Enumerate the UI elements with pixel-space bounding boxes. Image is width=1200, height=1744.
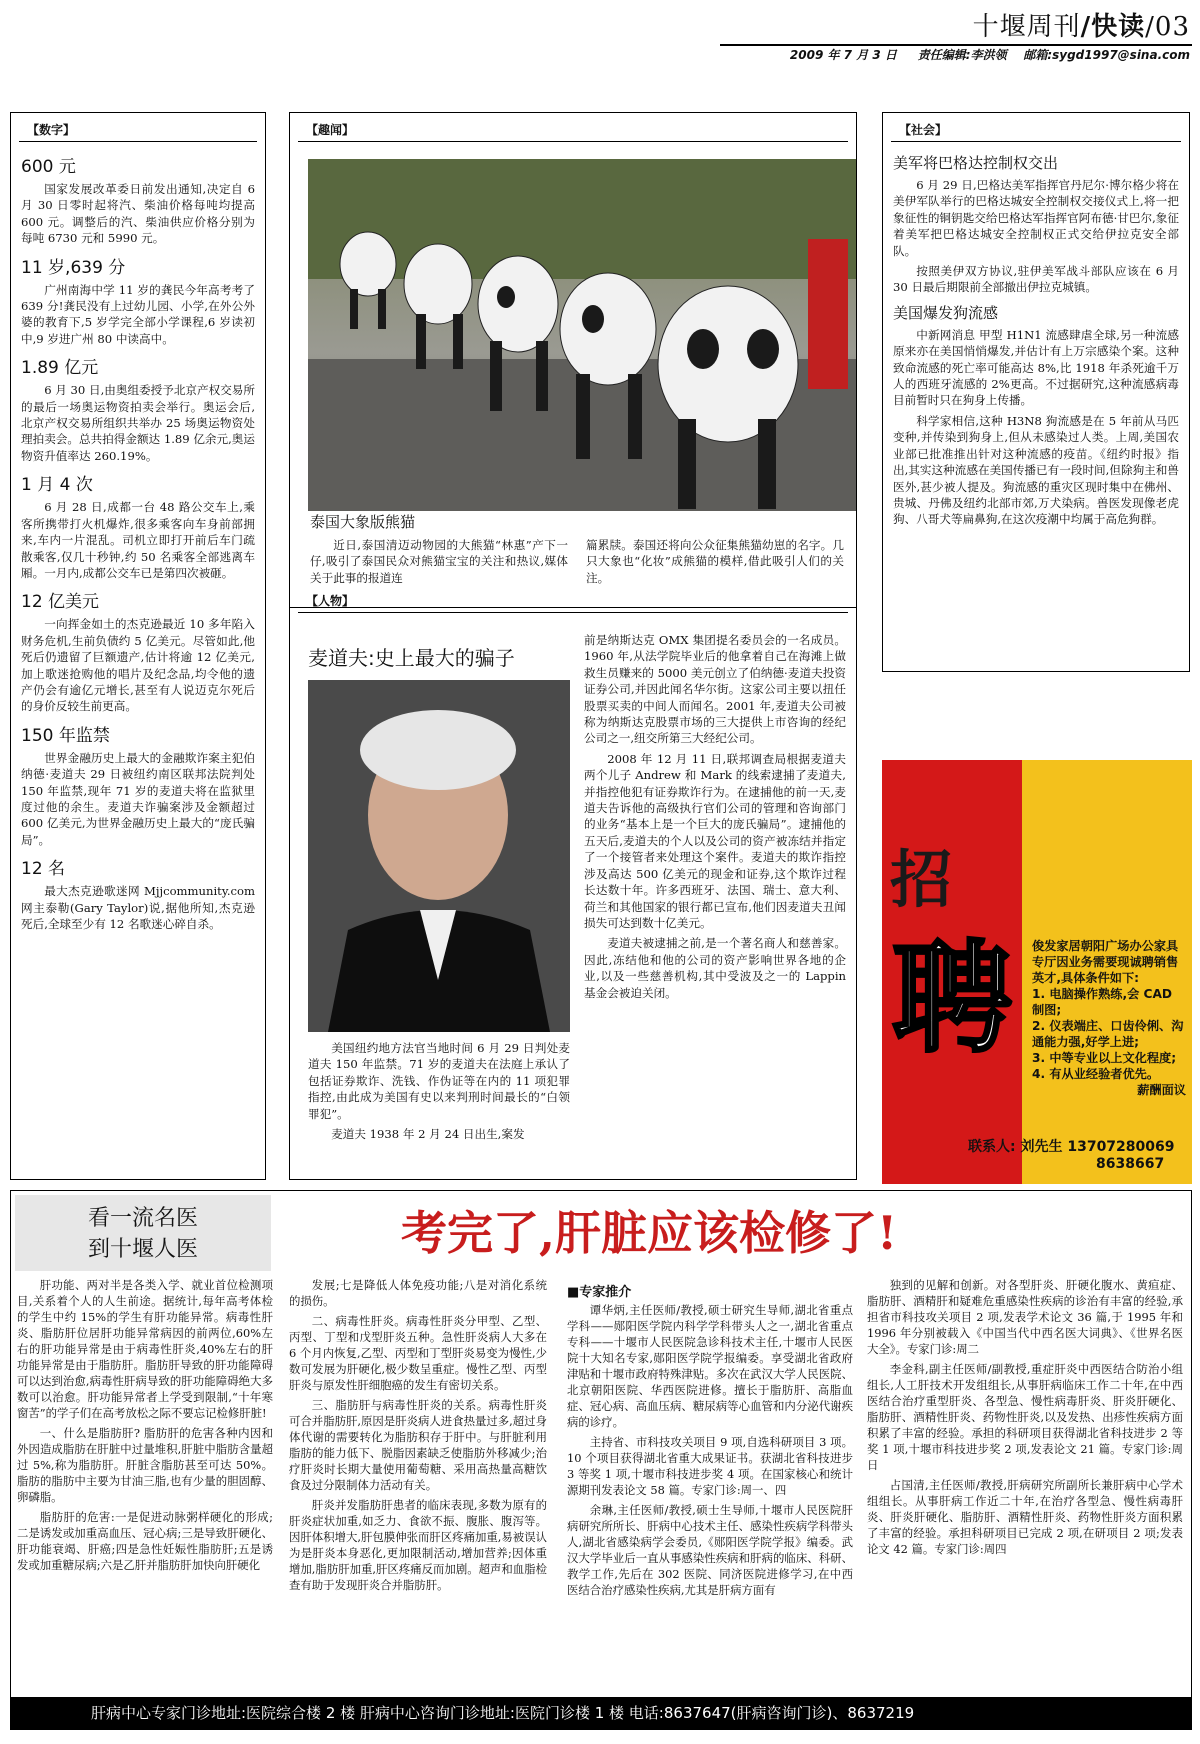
experts-heading: ■专家推介 (567, 1285, 632, 1300)
number-item-title: 12 名 (21, 859, 66, 880)
number-item-title: 150 年监禁 (21, 725, 110, 746)
editor-credit: 责任编辑:李洪领 (917, 48, 1007, 62)
health-paragraph: 发展;七是降低人体免疫功能;八是对消化系统的损伤。 (289, 1278, 547, 1308)
health-paragraph: 二、病毒性肝炎。病毒性肝炎分甲型、乙型、丙型、丁型和戊型肝炎五种。急性肝炎病人大多在 6 个月内恢复,乙型、丙型和丁型肝炎易变为慢性,少数可发展为肝硬化,极少数呈重症。慢性乙型、丙型肝炎与原发性肝细胞癌的发生有密切关系。 (289, 1314, 547, 1392)
society-item-title: 美军将巴格达控制权交出 (893, 154, 1059, 172)
number-item-text: 广州南海中学 11 岁的龚民今年高考考了 639 分!龚民没有上过幼儿园、小学,在外公外婆的教育下,5 岁学完全部小学课程,6 岁读初中,9 岁进广州 80 中读高中。 (21, 282, 255, 346)
number-item-text: 最大杰克逊歌迷网 Mjjcommunity.com 网主泰勒(Gary Taylor)说,据他所知,杰克逊死后,全球至少有 12 名歌迷心碎自杀。 (21, 884, 255, 931)
health-paragraph: 一、什么是脂肪肝? 脂肪肝的危害各种内因和外因造成脂肪在肝脏中过量堆积,肝脏中脂肪含量超过 5%,称为脂肪肝。肝脏含脂肪甚至可达 50%。脂肪的脂肪中主要为甘油三脂,也有少量的胆固醇、卵磷脂。 (17, 1426, 273, 1504)
ad-requirement: 4. 有从业经验者优先。 (1032, 1067, 1160, 1081)
header-meta (790, 46, 1190, 63)
elephants-photo (308, 159, 856, 511)
ad-big-char-2: 聘 (892, 930, 1012, 1069)
numbers-column (10, 112, 266, 1180)
health-paragraph: 余琳,主任医师/教授,硕士生导师,十堰市人民医院肝病研究所所长、肝病中心技术主任、感染性疾病学科带头人,湖北省感染病学会委员,《郧阳医学院学报》编委。武汉大学毕业后一直从事感染性疾病和肝病的临床、科研、教学工作,先后在 302 医院、同济医院进修学习,在中西医结合治疗感染性疾病,尤其是肝病方面有 (567, 1503, 853, 1597)
issue-date: 2009 年 7 月 3 日 (789, 48, 897, 62)
fun-news-section (289, 112, 857, 608)
hospital-slogan (15, 1195, 271, 1271)
health-paragraph: 肝炎并发脂肪肝患者的临床表现,多数为原有的肝炎症状加重,如乏力、食欲不振、腹胀、腹泻等。因肝体积增大,肝包膜伸张而肝区疼痛加重,易被误认为是肝炎本身恶化,更加限制活动,增加营养;因体重增加,脂肪肝加重,肝区疼痛反而加剧。超声和血脂检查有助于发现肝炎合并脂肪肝。 (289, 1498, 547, 1592)
health-headline: 考完了,肝脏应该检修了! (401, 1206, 898, 1260)
numbers-list (11, 142, 265, 940)
society-item-text: 6 月 29 日,巴格达美军指挥官丹尼尔·博尔格少将在美伊军队举行的巴格达城安全控制权交接仪式上,将一把象征性的铜钥匙交给巴格达军指挥官阿布德·甘巴尔,象征着美军把巴格达城安全控制权正式交给伊拉克安全部队。 (893, 178, 1179, 258)
ad-salary: 薪酬面议 (1137, 1083, 1186, 1097)
ad-body (1032, 938, 1186, 1098)
ad-items (1032, 986, 1186, 1082)
madoff-bio-paragraph: 前是纳斯达克 OMX 集团提名委员会的一名成员。1960 年,从法学院毕业后的他拿着自己在海滩上做救生员赚来的 5000 美元创立了伯纳德·麦道夫投资证券公司,并因此闻名华尔街。这家公司主要以扭任股票买卖的中间人而闻名。2001 年,麦道夫公司被称为纳斯达克股票市场的三大提供上市咨询的经纪公司之一,纽交所第三大经纪公司。 (584, 633, 846, 746)
number-item-text: 国家发展改革委日前发出通知,决定自 6 月 30 日零时起将汽、柴油价格每吨均提高 600 元。调整后的汽、柴油供应价格分别为每吨 6730 元和 5990 元。 (21, 182, 255, 246)
health-section (10, 1190, 1192, 1730)
paper-name: 十堰周刊 (972, 12, 1081, 42)
health-paragraph: 独到的见解和创新。对各型肝炎、肝硬化腹水、黄疸症、脂肪肝、酒精肝和疑难危重感染性疾病的诊治有丰富的经验,承担省市科技攻关项目 2 项,发表学术论文 36 篇,于 1995 年和 1996 年分别被载入《中国当代中西名医大词典》、《世界名医大全》。专家门诊:周二 (867, 1278, 1183, 1356)
clinic-address-banner: 肝病中心专家门诊地址:医院综合楼 2 楼 肝病中心咨询门诊地址:医院门诊楼 1 楼 电话:8637647(肝病咨询门诊)、8637219 (11, 1697, 1191, 1729)
society-item-text: 按照美伊双方协议,驻伊美军战斗部队应该在 6 月 30 日最后期限前全部撤出伊拉克城镇。 (893, 264, 1179, 295)
section-name: 快读 (1091, 12, 1146, 42)
health-paragraph: 李金科,副主任医师/副教授,重症肝炎中西医结合防治小组组长,人工肝技术开发组组长,从事肝病临床工作二十年,在中西医结合治疗重型肝炎、各型急、慢性病毒肝炎、肝炎肝硬化、脂肪肝、酒精性肝炎、药物性肝炎,以及发热、出疹性疾病方面积累了丰富的经验。承担的科研项目获得湖北省科技进步 2 等奖 1 项,十堰市科技进步奖 2 项,发表论文 21 篇。专家门诊:周日 (867, 1362, 1183, 1472)
ad-big-char-1: 招 (890, 843, 953, 916)
number-item-title: 1 月 4 次 (21, 475, 93, 496)
people-col-left (308, 1040, 570, 1146)
masthead: 十堰周刊/快读/03 (972, 12, 1190, 42)
madoff-illustration (308, 680, 570, 1032)
health-col-1 (17, 1277, 273, 1577)
society-list (883, 142, 1189, 536)
society-item-title: 美国爆发狗流感 (893, 303, 999, 322)
ad-requirement: 3. 中等专业以上文化程度; (1032, 1051, 1177, 1065)
experts-list-1 (567, 1302, 853, 1598)
page-number: /03 (1145, 12, 1190, 42)
people-section (289, 580, 857, 1180)
ad-requirement: 1. 电脑操作熟练,会 CAD 制图; (1032, 987, 1173, 1017)
madoff-bio-start: 麦道夫 1938 年 2 月 24 日出生,案发 (331, 1127, 525, 1142)
madoff-photo (308, 680, 570, 1032)
slogan-line-1: 看一流名医 (87, 1206, 198, 1231)
people-tag: 【人物】 (298, 590, 848, 613)
ad-intro: 俊发家居朝阳广场办公家具专厅因业务需要现诚聘销售英才,具体条件如下: (1032, 939, 1179, 985)
ad-requirement: 2. 仪表端庄、口齿伶俐、沟通能力强,好学上进; (1032, 1019, 1184, 1049)
number-item-text: 一向挥金如土的杰克逊最近 10 多年陷入财务危机,生前负债约 5 亿美元。尽管如此,他死后仍遗留了巨额遗产,估计将逾 12 亿美元,加上歌迷抢购他的唱片及纪念品,均令他的遗产仍会有逾亿元增长,甚至有人说迈克尔死后的身价反较生前更高。 (21, 617, 255, 714)
health-paragraph: 肝功能、两对半是各类入学、就业首位检测项目,关系着个人的人生前途。据统计,每年高考体检的学生中约 15%的学生有肝功能异常。病毒性肝炎、脂肪肝位居肝功能异常病因的前两位,60%左右的肝功能异常是由于病毒性肝炎,40%左右的肝功能异常是由于脂肪肝。脂肪肝导致的肝功能障碍可以达到治愈,病毒性肝病导致的肝功能障碍绝大多数可以治愈。肝功能异常者上学受到限制,“十年寒窗苦”的学子们在高考放松之际不要忘记检修肝脏! (17, 1278, 273, 1420)
madoff-bio-paragraph: 麦道夫被逮捕之前,是一个著名商人和慈善家。因此,冻结他和他的公司的资产影响世界各地的企业,以及一些慈善机构,其中受波及之一的 Lappin 基金会被迫关闭。 (584, 936, 846, 1000)
ad-phone-2: 8638667 (1096, 1156, 1165, 1172)
people-col-right (584, 632, 846, 1005)
people-headline: 麦道夫:史上最大的骗子 (308, 646, 515, 670)
health-paragraph: 脂肪肝的危害:一是促进动脉粥样硬化的形成;二是诱发或加重高血压、冠心病;三是导致肝硬化、肝功能衰竭、肝癌;四是急性妊娠性脂肪肝;五是诱发或加重糖尿病;六是乙肝并脂肪肝加快向肝硬化 (17, 1510, 273, 1572)
health-paragraph: 主持省、市科技攻关项目 9 项,自选科研项目 3 项。10 个项目获得湖北省重大成果证书。获湖北省科技进步 3 等奖 1 项,十堰市科技进步奖 4 项。在国家核心和统计源期刊发表论文 58 篇。专家门诊:周一、四 (567, 1435, 853, 1497)
fun-news-text-left: 近日,泰国清迈动物园的大熊猫“林惠”产下一仔,吸引了泰国民众对熊猫宝宝的关注和热议,媒体关于此事的报道连 (310, 538, 568, 585)
number-item-title: 12 亿美元 (21, 592, 100, 613)
fun-news-tag: 【趣闻】 (298, 119, 848, 142)
society-section (882, 112, 1190, 672)
elephants-caption: 泰国大象版熊猫 (310, 513, 416, 531)
editor-email: 邮箱:sygd1997@sina.com (1023, 48, 1190, 62)
ad-contact: 联系人: 刘先生 13707280069 (968, 1139, 1175, 1155)
number-item-text: 6 月 30 日,由奥组委授予北京产权交易所的最后一场奥运物资拍卖会举行。奥运会后,北京产权交易所组织共举办 25 场奥运物资处理拍卖会。总共拍得金额达 1.89 亿余元,奥运物资升值率达 260.19%。 (21, 383, 255, 463)
numbers-tag: 【数字】 (19, 119, 257, 142)
society-tag: 【社会】 (891, 119, 1181, 142)
number-item-title: 1.89 亿元 (21, 358, 99, 379)
madoff-bio-paragraph: 2008 年 12 月 11 日,联邦调查局根据麦道夫两个儿子 Andrew 和 Mark 的线索逮捕了麦道夫,并指控他犯有证券欺诈行为。在逮捕他的前一天,麦道夫告诉他的高级执行官们公司的管理和咨询部门的业务“基本上是一个巨大的庞氏骗局”。逮捕他的五天后,麦道夫的个人以及公司的资产被冻结并指定了一个接管者来处理这个案件。麦道夫的欺诈指控涉及高达 500 亿美元的现金和证券,这个欺诈过程长达数十年。许多西班牙、法国、瑞士、意大利、荷兰和其他国家的银行都已宣布,他们因麦道夫丑闻损失可达到数十亿美元。 (584, 751, 846, 930)
fun-news-text-right: 篇累牍。泰国还将向公众征集熊猫幼崽的名字。几只大象也“化妆”成熊猫的模样,借此吸引人们的关注。 (586, 538, 844, 585)
health-col-4 (867, 1277, 1183, 1561)
society-item-text: 科学家相信,这种 H3N8 狗流感是在 5 年前从马匹变种,并传染到狗身上,但从未感染过人类。上周,美国农业部已批准推出针对这种流感的疫苗。《纽约时报》指出,其实这种流感在美国传播已有一段时间,但除狗主和兽医外,甚少被人提及。狗流感的重灾区现时集中在佛州、贵城、丹佛及纽约北部市郊,万犬染病。兽医发现像老虎狗、八哥犬等扁鼻狗,在这次疫潮中均属于高危狗群。 (893, 413, 1179, 527)
health-col-3 (567, 1277, 853, 1602)
health-paragraph: 占国清,主任医师/教授,肝病研究所副所长兼肝病中心学术组组长。从事肝病工作近二十年,在治疗各型急、慢性病毒肝炎、肝炎肝硬化、脂肪肝、酒精性肝炎、药物性肝炎方面积累了丰富的经验。承担科研项目已完成 2 项,在研项目 2 项;发表论文 42 篇。专家门诊:周四 (867, 1478, 1183, 1556)
number-item-title: 600 元 (21, 157, 76, 177)
health-paragraph: 三、脂肪肝与病毒性肝炎的关系。病毒性肝炎可合并脂肪肝,原因是肝炎病人进食热量过多,超过身体代谢的需要转化为脂肪积存于肝中。与肝脏利用脂肪的能力低下、脱脂因素缺乏使脂肪外移减少;治疗肝炎时长期大量使用葡萄糖、采用高热量高糖饮食及过分限制体力活动有关。 (289, 1398, 547, 1492)
health-paragraph: 谭华炳,主任医师/教授,硕士研究生导师,湖北省重点学科——郧阳医学院内科学学科带头人之一,湖北省重点专科——十堰市人民医院急诊科技术主任,十堰市人民医院十大知名专家,郧阳医学院学报编委。享受湖北省政府津贴和十堰市政府特殊津贴。多次在武汉大学人民医院、北京朝阳医院、华西医院进修。擅长于脂肪肝、高脂血症、冠心病、高血压病、糖尿病等心血管和内分泌代谢疾病的诊疗。 (567, 1303, 853, 1429)
job-ad (882, 760, 1192, 1184)
number-item-title: 11 岁,639 分 (21, 257, 126, 278)
number-item-text: 世界金融历史上最大的金融欺诈案主犯伯纳德·麦道夫 29 日被纽约南区联邦法院判处 150 年监禁,现年 71 岁的麦道夫将在监狱里度过他的余生。麦道夫诈骗案涉及金额超过 600 亿美元,为世界金融历史上最大的“庞氏骗局”。 (21, 750, 255, 847)
slogan-line-2: 到十堰人医 (87, 1237, 198, 1262)
health-col-2 (289, 1277, 547, 1597)
madoff-caption: 美国纽约地方法官当地时间 6 月 29 日判处麦道夫 150 年监禁。71 岁的麦道夫在法庭上承认了包括证券欺诈、洗钱、作伪证等在内的 11 项犯罪指控,由此成为美国有史以来判刑时间最长的“白领罪犯”。 (308, 1041, 570, 1121)
number-item-text: 6 月 28 日,成都一台 48 路公交车上,乘客所携带打火机爆炸,很多乘客向车身前部拥来,车内一片混乱。司机立即打开前后车门疏散乘客,仅几十秒钟,约 50 名乘客全部逃离车厢。一月内,成都公交车已是第四次被砸。 (21, 500, 255, 580)
elephants-illustration (308, 159, 856, 511)
society-item-text: 中新网消息 甲型 H1N1 流感肆虐全球,另一种流感原来亦在美国悄悄爆发,并估计有上万宗感染个案。这种致命流感的死亡率可能高达 8%,比 1918 年杀死逾千万人的西班牙流感的 2%更高。不过据研究,这种流感病毒目前暂时只在狗身上传播。 (893, 327, 1179, 408)
